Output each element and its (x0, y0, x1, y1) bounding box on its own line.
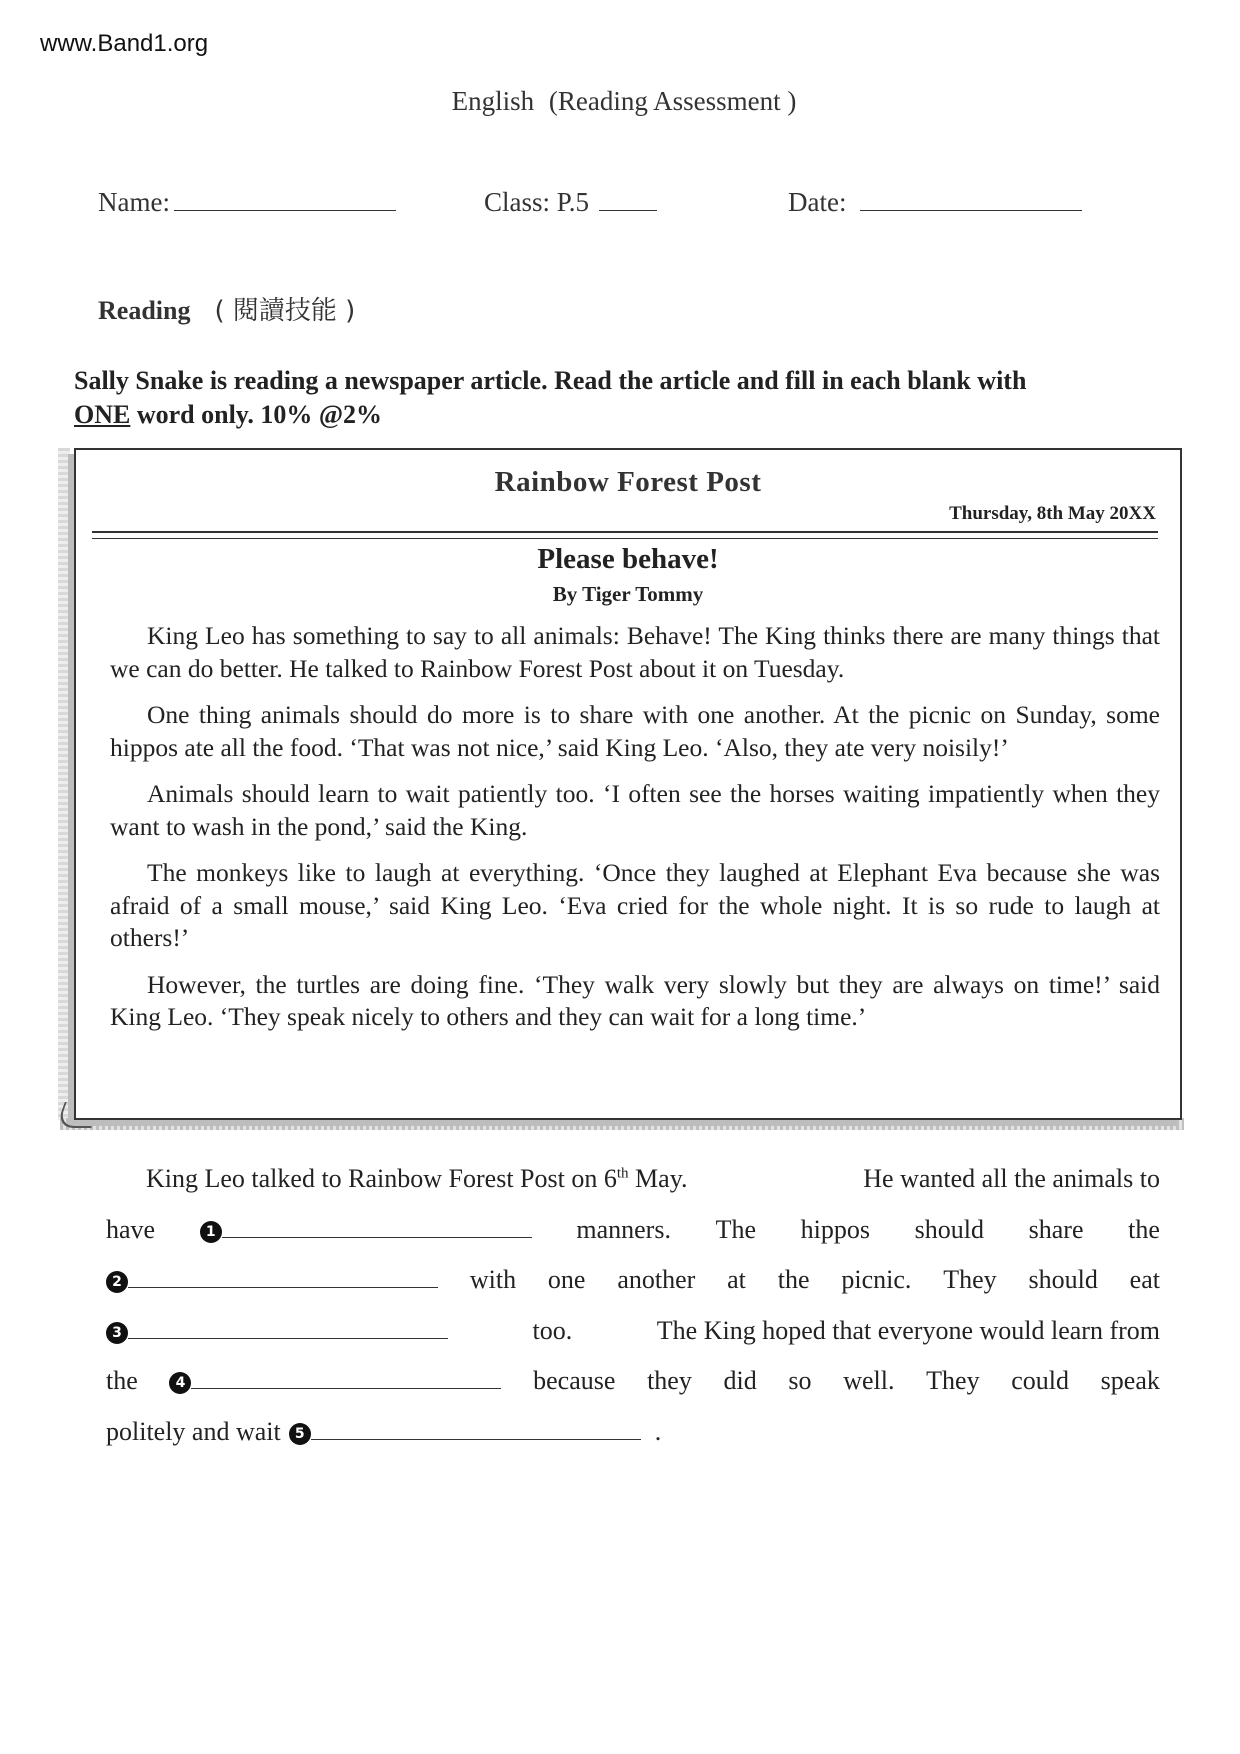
article-paragraph: However, the turtles are doing fine. ‘They walk very slowly but they are always on time!’ said King Leo. ‘They speak nicely to others and they can wait for a long time.’ (110, 969, 1160, 1031)
cloze-line (106, 1265, 1160, 1316)
cloze-line (106, 1417, 1160, 1468)
divider-line (92, 538, 1158, 539)
name-label: Name: (98, 187, 170, 217)
cloze-text: King Leo talked to Rainbow Forest Post on 6 (146, 1164, 617, 1193)
section-title-zh: ( 閱讀技能 ) (214, 296, 356, 326)
cloze-passage (106, 1164, 1160, 1467)
class-field (484, 186, 657, 218)
cloze-text: they (647, 1366, 692, 1395)
cloze-text: May. (628, 1164, 688, 1193)
ordinal-suffix: th (616, 1165, 629, 1182)
answer-blank[interactable] (191, 1366, 501, 1389)
number-2-icon: 2 (106, 1271, 128, 1293)
cloze-text: should (1028, 1265, 1098, 1294)
cloze-text: because (533, 1366, 616, 1395)
cloze-text: another (617, 1265, 696, 1294)
answer-blank[interactable] (128, 1316, 448, 1339)
cloze-text: They (943, 1265, 997, 1294)
cloze-line (106, 1366, 1160, 1417)
section-title: Reading (98, 296, 191, 325)
article-body (110, 620, 1160, 1048)
cloze-text: He wanted all the animals to (863, 1164, 1160, 1193)
cloze-text: have (106, 1214, 156, 1244)
cloze-text: share (1028, 1214, 1084, 1244)
cloze-text: did (723, 1366, 757, 1395)
article-byline: By Tiger Tommy (552, 582, 704, 606)
cloze-text: eat (1129, 1265, 1160, 1294)
cloze-line (106, 1164, 1160, 1215)
site-url: www.Band1.org (40, 30, 209, 57)
cloze-text: The King hoped that everyone would learn from (656, 1315, 1160, 1345)
cloze-text: They (926, 1366, 980, 1395)
cloze-text: could (1011, 1366, 1069, 1395)
instructions-part1: Sally Snake is reading a newspaper article. Read the article and fill in each blank with (74, 366, 1027, 395)
cloze-text: at (727, 1265, 746, 1294)
blank-3[interactable] (106, 1316, 448, 1346)
divider-line (92, 531, 1158, 533)
article-paragraph: The monkeys like to laugh at everything. ‘Once they laughed at Elephant Eva because she was afraid of a small mouse,’ said King Leo. ‘Eva cried for the whole night. It is so rude to laugh at others!’ (110, 858, 1160, 952)
cloze-text: well. (843, 1366, 895, 1395)
name-field (98, 186, 396, 218)
cloze-line (106, 1215, 1160, 1266)
answer-blank[interactable] (311, 1417, 641, 1440)
blank-1[interactable] (200, 1215, 532, 1245)
date-blank[interactable] (860, 186, 1082, 211)
cloze-text: the (777, 1265, 810, 1294)
cloze-text: . (654, 1416, 662, 1446)
date-label: Date: (788, 187, 847, 217)
name-blank[interactable] (174, 186, 396, 211)
cloze-text: should (914, 1214, 984, 1244)
cloze-text: manners. (576, 1214, 671, 1244)
cloze-text: The (715, 1214, 757, 1244)
cloze-text: so (788, 1366, 812, 1395)
cloze-text: picnic. (841, 1265, 912, 1294)
cloze-line (106, 1316, 1160, 1367)
cloze-text: politely and wait (106, 1416, 281, 1446)
answer-blank[interactable] (128, 1265, 438, 1288)
subject: English (451, 86, 535, 116)
number-5-icon: 5 (289, 1423, 311, 1445)
answer-blank[interactable] (222, 1215, 532, 1238)
cloze-text: too. (532, 1315, 573, 1345)
blank-5[interactable] (289, 1417, 641, 1447)
number-1-icon: 1 (200, 1221, 222, 1243)
cloze-text: the (1128, 1214, 1160, 1244)
date-field (788, 186, 1082, 218)
newspaper-name: Rainbow Forest Post (494, 466, 762, 498)
number-3-icon: 3 (106, 1322, 128, 1344)
instructions (74, 364, 1184, 432)
cloze-text (146, 1164, 688, 1194)
class-label: Class: P.5 (484, 187, 590, 217)
paper-edge-shadow (58, 448, 70, 1120)
newspaper-date: Thursday, 8th May 20XX (949, 503, 1156, 524)
cloze-text: one (547, 1265, 586, 1294)
cloze-text: hippos (800, 1214, 871, 1244)
instructions-one: ONE (74, 400, 131, 429)
cloze-text: with (469, 1265, 517, 1294)
class-blank[interactable] (599, 186, 657, 211)
number-4-icon: 4 (169, 1372, 191, 1394)
cloze-text: speak (1100, 1366, 1160, 1395)
page-title (0, 86, 1240, 117)
article-headline: Please behave! (537, 543, 719, 575)
article-paragraph: King Leo has something to say to all animals: Behave! The King thinks there are many things that we can do better. He talked to Rainbow Forest Post about it on Tuesday. (110, 621, 1160, 683)
instructions-part2: word only. 10% @2% (130, 400, 383, 429)
cloze-text: the (106, 1366, 138, 1395)
article-paragraph: One thing animals should do more is to share with one another. At the picnic on Sunday, some hippos ate all the food. ‘That was not nice,’ said King Leo. ‘Also, they ate very noisily!’ (110, 700, 1160, 762)
blank-4[interactable] (169, 1366, 501, 1396)
article-paragraph: Animals should learn to wait patiently too. ‘I often see the horses waiting impatiently when they want to wash in the pond,’ said the King. (110, 779, 1160, 841)
blank-2[interactable] (106, 1265, 438, 1295)
section-heading (98, 290, 355, 327)
assessment-type: (Reading Assessment ) (548, 86, 797, 116)
